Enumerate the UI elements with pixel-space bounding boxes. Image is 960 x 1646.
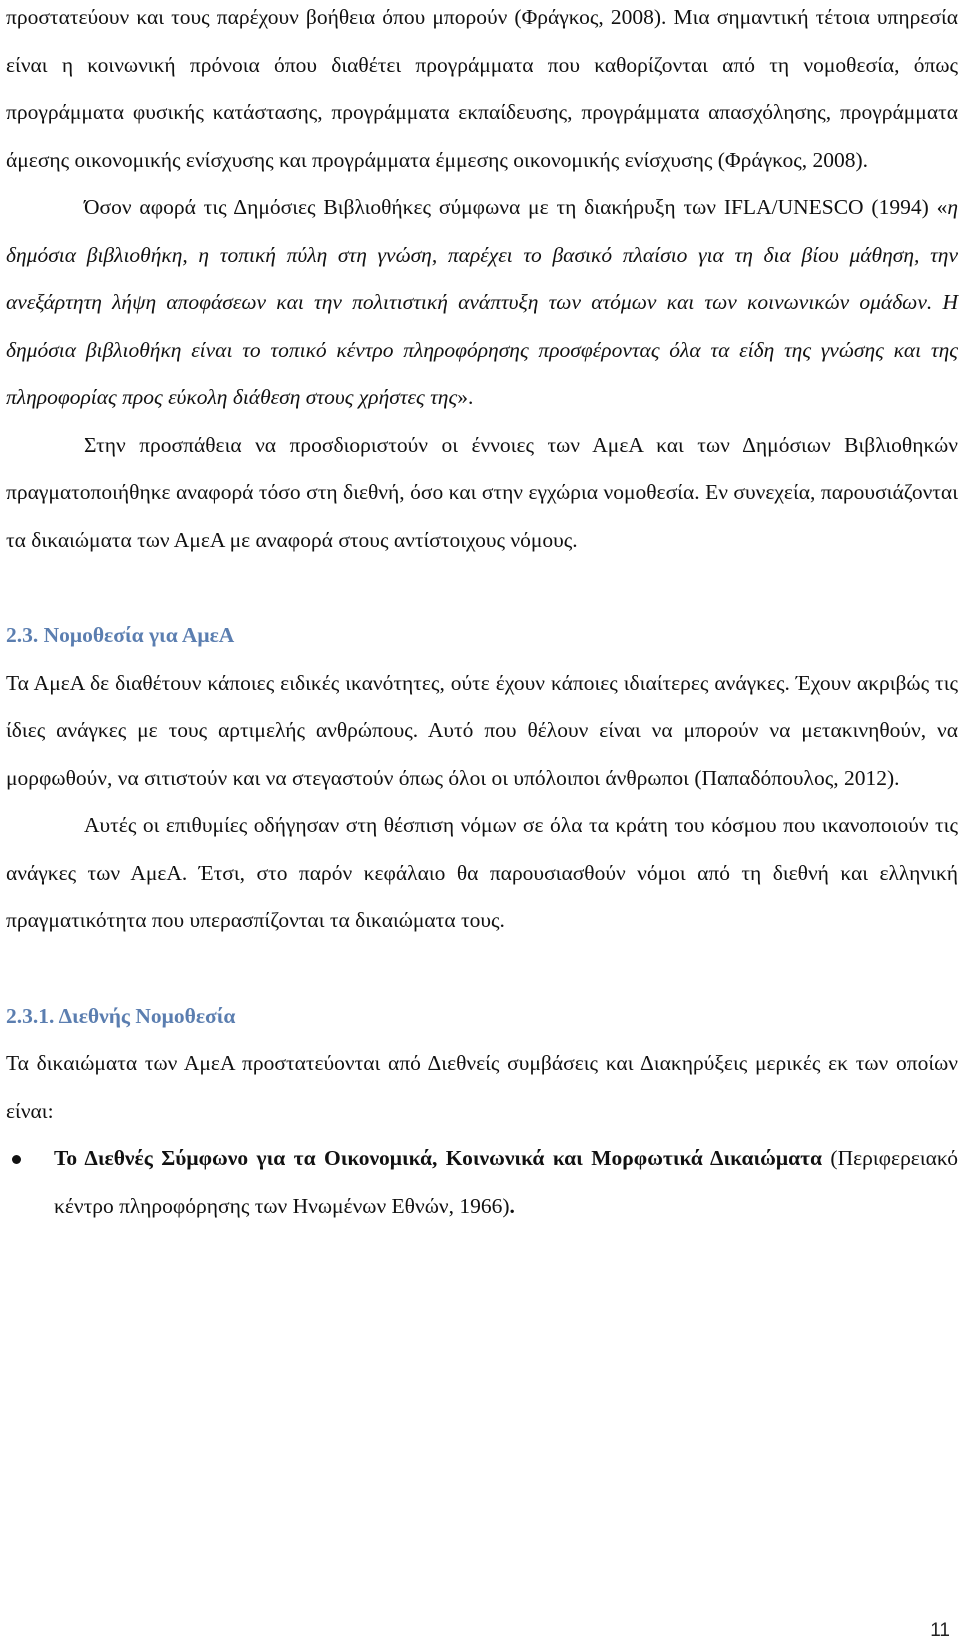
- list-item-text: [54, 1135, 958, 1230]
- page-number: 11: [930, 1620, 950, 1641]
- bullet-icon: [12, 1155, 21, 1164]
- paragraph-laws: Αυτές οι επιθυμίες οδήγησαν στη θέσπιση νόμων σε όλα τα κράτη του κόσμου που ικανοποιούν τις ανάγκες των ΑμεΑ. Έτσι, στο παρόν κεφάλαιο θα παρουσιασθούν νόμοι από τη διεθνή και ελληνική πραγματικότητα που υπερασπίζονται τα δικαιώματα τους.: [6, 813, 958, 932]
- list-item-source: (Περιφερειακό κέντρο πληροφόρησης των Ηνωμένων Εθνών, 1966): [54, 1146, 958, 1218]
- paragraph-conventions: Τα δικαιώματα των ΑμεΑ προστατεύονται από Διεθνείς συμβάσεις και Διακηρύξεις μερικές εκ των οποίων είναι:: [6, 1051, 958, 1123]
- paragraph-needs: Τα ΑμεΑ δε διαθέτουν κάποιες ειδικές ικανότητες, ούτε έχουν κάποιες ιδιαίτερες ανάγκες. Έχουν ακριβώς τις ίδιες ανάγκες με τους αρτιμελής ανθρώπους. Αυτό που θέλουν είναι να μπορούν να μετακινηθούν, να μορφωθούν, να σιτιστούν και να στεγαστούν όπως όλοι οι υπόλοιποι άνθρωποι (Παπαδόπουλος, 2012).: [6, 670, 958, 790]
- paragraph-social-welfare: προστατεύουν και τους παρέχουν βοήθεια όπου μπορούν (Φράγκος, 2008). Μια σημαντική τέτοια υπηρεσία είναι η κοινωνική πρόνοια όπου διαθέτει προγράμματα που καθορίζονται από τη νομοθεσία, όπως προγράμματα φυσικής κατάστασης, προγράμματα εκπαίδευσης, προγράμματα απασχόλησης, προγράμματα άμεσης οικονομικής ενίσχυσης και προγράμματα έμμεσης οικονομικής ενίσχυσης (Φράγκος, 2008).: [6, 5, 958, 172]
- paragraph-definitions: Στην προσπάθεια να προσδιοριστούν οι έννοιες των ΑμεΑ και των Δημόσιων Βιβλιοθηκών πραγματοποιήθηκε αναφορά τόσο στη διεθνή, όσο και στην εγχώρια νομοθεσία. Εν συνεχεία, παρουσιάζονται τα δικαιώματα των ΑμεΑ με αναφορά στους αντίστοιχους νόμους.: [6, 432, 958, 552]
- list-item: [6, 1135, 958, 1230]
- document-page: [6, 0, 958, 1230]
- list-item-title: Το Διεθνές Σύμφωνο για τα Οικονομικά, Κοινωνικά και Μορφωτικά Δικαιώματα: [54, 1146, 822, 1170]
- conventions-list: [6, 1135, 958, 1230]
- section-heading-legislation: 2.3. Νομοθεσία για ΑμεΑ: [6, 623, 235, 647]
- ifla-unesco-quote: η δημόσια βιβλιοθήκη, η τοπική πύλη στη γνώση, παρέχει το βασικό πλαίσιο για τη δια βίου μάθηση, την ανεξάρτητη λήψη αποφάσεων και την πολιτιστική ανάπτυξη των ατόμων και των κοινωνικών ομάδων. Η δημόσια βιβλιοθήκη είναι το τοπικό κέντρο πληροφόρησης προσφέροντας όλα τα είδη της γνώσης και της πληροφορίας προς εύκολη διάθεση στους χρήστες της: [6, 195, 958, 409]
- paragraph-public-libraries: [6, 184, 958, 422]
- list-item-end: .: [509, 1193, 515, 1218]
- quote-closing: ».: [457, 385, 474, 409]
- paragraph-lead-text: Όσον αφορά τις Δημόσιες Βιβλιοθήκες σύμφωνα με τη διακήρυξη των IFLA/UNESCO (1994) «: [84, 195, 948, 219]
- section-heading-international-legislation: 2.3.1. Διεθνής Νομοθεσία: [6, 1003, 236, 1028]
